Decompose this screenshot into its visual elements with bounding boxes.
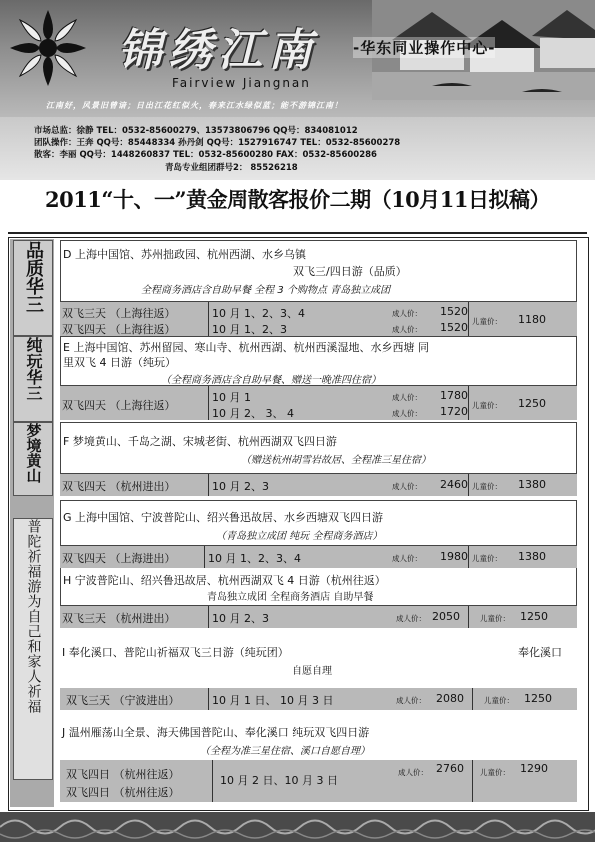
divider <box>468 474 469 496</box>
route-h-note: 青岛独立成团 全程商务酒店 自助早餐 <box>207 592 374 603</box>
route-i-title-right: 奉化溪口 <box>518 646 562 659</box>
route-d-adult-price-1: 1520 <box>440 305 468 318</box>
route-f-title: F 梦境黄山、千岛之湖、宋城老街、杭州西湖双飞四日游 <box>63 435 337 448</box>
price-row-e <box>60 386 577 420</box>
route-d-adult-price-2: 1520 <box>440 321 468 334</box>
route-d-trip-1: 双飞三天 （上海往返） <box>62 307 176 320</box>
route-g-adult-label: 成人价： <box>392 554 422 563</box>
price-row-f <box>60 474 577 496</box>
route-j-trip-1: 双飞四日 （杭州往返） <box>66 768 180 781</box>
route-e-child-label: 儿童价： <box>472 401 502 410</box>
route-h-dates: 10 月 2、3 <box>212 612 269 625</box>
route-g-adult-price: 1980 <box>440 550 468 563</box>
route-i-child-price: 1250 <box>524 692 552 705</box>
route-i-adult-price: 2080 <box>436 692 464 705</box>
route-e-dates-1: 10 月 1 <box>212 391 251 404</box>
route-i-child-label: 儿童价： <box>484 696 514 705</box>
divider <box>208 606 209 628</box>
route-f-child-label: 儿童价： <box>472 482 502 491</box>
route-g-trip: 双飞四天 （上海进出） <box>62 552 176 565</box>
route-f-note: （赠送杭州胡雪岩故居、全程准三星住宿） <box>241 455 431 466</box>
price-row-h <box>60 606 577 628</box>
route-f-adult-label: 成人价： <box>392 482 422 491</box>
footer-ornament <box>0 812 595 842</box>
divider <box>208 302 209 336</box>
route-e-dates-2: 10 月 2、 3、 4 <box>212 407 294 420</box>
route-i-trip: 双飞三天 （宁波进出） <box>66 694 180 707</box>
brand-logo-icon <box>8 8 88 88</box>
divider <box>472 760 473 802</box>
route-d-title: D 上海中国馆、苏州拙政园、杭州西湖、水乡乌镇 <box>63 248 306 261</box>
divider <box>208 474 209 496</box>
contact-line-team-ops: 团队操作：王奔 QQ号：85448334 孙丹剑 QQ号：1527916747 TEL：0532-85600278 <box>34 138 401 148</box>
route-card-e <box>60 336 577 386</box>
brand-name: 锦绣江南 <box>118 25 318 76</box>
route-d-adult-label-2: 成人价： <box>392 325 422 334</box>
price-row-j <box>60 760 577 802</box>
sidebar-label-pure <box>13 336 53 422</box>
route-i-dates: 10 月 1 日、 10 月 3 日 <box>212 694 334 707</box>
divider <box>472 688 473 710</box>
route-h-trip: 双飞三天 （杭州进出） <box>62 612 176 625</box>
route-f-adult-price: 2460 <box>440 478 468 491</box>
route-card-g <box>60 500 577 546</box>
sidebar-label-huangshan <box>13 422 53 496</box>
route-f-dates: 10 月 2、3 <box>212 480 269 493</box>
divider <box>208 688 209 710</box>
sidebar-label-putuo-text: 普陀祈福游为自己和家人祈福 <box>25 519 42 714</box>
route-h-title: H 宁波普陀山、绍兴鲁迅故居、杭州西湖双飞 4 日游（杭州往返） <box>63 574 386 587</box>
route-d-adult-label-1: 成人价： <box>392 309 422 318</box>
route-j-trip-2: 双飞四日 （杭州往返） <box>66 786 180 799</box>
sidebar-label-putuo <box>13 518 53 780</box>
sidebar-label-quality-text: 品质华三 <box>23 241 44 313</box>
slogan: 江南好，风景旧曾谙；日出江花红似火，春来江水绿似蓝；能不游锦江南！ <box>46 101 343 110</box>
price-row-g <box>60 546 577 568</box>
contact-line-qq-group: 青岛专业组团群号2： 85526218 <box>165 163 298 173</box>
route-e-title: E 上海中国馆、苏州留园、寒山寺、杭州西湖、杭州西溪湿地、水乡西塘 同 <box>63 341 429 354</box>
route-e-adult-label-1: 成人价： <box>392 393 422 402</box>
price-row-d <box>60 302 577 336</box>
divider <box>468 546 469 568</box>
route-d-dates-2: 10 月 1、2、3 <box>212 323 287 336</box>
sidebar-label-quality <box>13 240 53 336</box>
route-card-f <box>60 422 577 474</box>
route-h-child-label: 儿童价： <box>480 614 510 623</box>
route-f-child-price: 1380 <box>518 478 546 491</box>
route-card-h <box>60 568 577 606</box>
route-g-child-label: 儿童价： <box>472 554 502 563</box>
route-card-i <box>60 634 577 686</box>
contact-line-director: 市场总监：徐静 TEL：0532-85600279、13573806796 QQ号：834081012 <box>34 126 358 136</box>
route-g-child-price: 1380 <box>518 550 546 563</box>
route-e-adult-label-2: 成人价： <box>392 409 422 418</box>
route-d-dates-1: 10 月 1、2、3、4 <box>212 307 305 320</box>
route-e-note: （全程商务酒店含自助早餐、赠送一晚准四住宿） <box>161 375 381 386</box>
brand-english-name: Fairview Jiangnan <box>172 76 311 90</box>
route-i-adult-label: 成人价： <box>396 696 426 705</box>
contact-line-individual: 散客：李丽 QQ号：1448260837 TEL：0532-85600280 FAX：0532-85600286 <box>34 150 377 160</box>
route-f-trip: 双飞四天 （杭州进出） <box>62 480 176 493</box>
route-e-child-price: 1250 <box>518 397 546 410</box>
route-card-d <box>60 240 577 302</box>
route-j-adult-price: 2760 <box>436 762 464 775</box>
route-d-child-label: 儿童价： <box>472 317 502 326</box>
route-i-title: I 奉化溪口、普陀山祈福双飞三日游（纯玩团） <box>62 646 289 659</box>
page-title: 2011“十、一”黄金周散客报价二期（10月11日拟稿） <box>44 187 551 212</box>
route-h-child-price: 1250 <box>520 610 548 623</box>
route-j-child-label: 儿童价： <box>480 768 510 777</box>
route-g-dates: 10 月 1、2、3、4 <box>208 552 301 565</box>
route-j-note: （全程为准三星住宿、溪口自愿自理） <box>200 746 370 757</box>
route-e-adult-price-2: 1720 <box>440 405 468 418</box>
route-d-duration: 双飞三/四日游（品质） <box>293 265 407 278</box>
divider <box>208 386 209 420</box>
divider <box>468 386 469 420</box>
route-e-trip: 双飞四天 （上海往返） <box>62 399 176 412</box>
route-e-adult-price-1: 1780 <box>440 389 468 402</box>
price-row-i <box>60 688 577 710</box>
contact-block <box>0 117 595 180</box>
divider <box>468 606 469 628</box>
route-d-trip-2: 双飞四天 （上海往返） <box>62 323 176 336</box>
route-j-dates: 10 月 2 日、10 月 3 日 <box>220 774 338 787</box>
header-banner <box>0 0 595 117</box>
divider <box>212 760 213 802</box>
route-g-title: G 上海中国馆、宁波普陀山、绍兴鲁迅故居、水乡西塘双飞四日游 <box>63 511 384 524</box>
route-h-adult-price: 2050 <box>432 610 460 623</box>
divider <box>204 546 205 568</box>
route-d-child-price: 1180 <box>518 313 546 326</box>
center-name: -华东同业操作中心- <box>353 39 496 57</box>
route-e-duration: 里双飞 4 日游（纯玩） <box>63 356 176 369</box>
route-d-note: 全程商务酒店含自助早餐 全程 3 个购物点 青岛独立成团 <box>141 285 391 296</box>
sidebar-label-huangshan-text: 梦境黄山 <box>24 423 43 483</box>
route-j-child-price: 1290 <box>520 762 548 775</box>
route-j-title: J 温州雁荡山全景、海天佛国普陀山、奉化溪口 纯玩双飞四日游 <box>62 726 370 739</box>
divider <box>468 302 469 336</box>
route-g-note: （青岛独立成团 纯玩 全程商务酒店） <box>216 531 383 542</box>
title-divider <box>8 232 587 234</box>
route-i-note: 自愿自理 <box>292 666 332 677</box>
route-h-adult-label: 成人价： <box>396 614 426 623</box>
route-card-j <box>60 714 577 760</box>
route-j-adult-label: 成人价： <box>398 768 428 777</box>
sidebar-label-pure-text: 纯玩华三 <box>24 337 43 401</box>
